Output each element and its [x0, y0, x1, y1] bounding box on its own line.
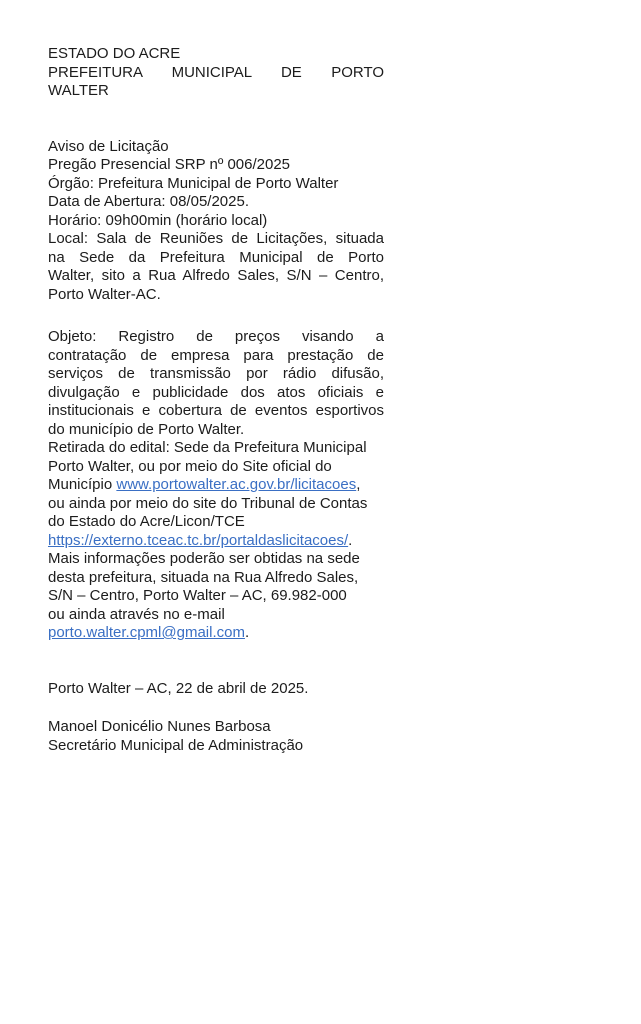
retrieval-prefix: Município [48, 476, 117, 493]
document-page [48, 45, 384, 755]
info-line: S/N – Centro, Porto Walter – AC, 69.982-000 [48, 587, 347, 604]
info-line [48, 624, 384, 643]
header-prefecture: PREFEITURA MUNICIPAL DE PORTO [48, 63, 384, 81]
notice-section [48, 138, 384, 305]
header-state: ESTADO DO ACRE [48, 45, 181, 62]
notice-organ: Órgão: Prefeitura Municipal de Porto Walter [48, 174, 339, 192]
signer-name: Manoel Donicélio Nunes Barbosa [48, 718, 271, 735]
object-line: divulgação e publicidade dos atos oficiais e [48, 383, 384, 401]
object-line: do município de Porto Walter. [48, 420, 245, 438]
info-section [48, 550, 384, 643]
info-period: . [244, 624, 250, 641]
info-line: desta prefeitura, situada na Rua Alfredo Sales, [48, 568, 359, 586]
tce-link[interactable]: https://externo.tceac.tc.br/portaldaslicitacoes/ [48, 531, 349, 549]
info-line: Mais informações poderão ser obtidas na sede [48, 550, 360, 567]
retrieval-line: Porto Walter, ou por meio do Site oficial do [48, 457, 332, 475]
closing-section [48, 680, 384, 756]
signer-title: Secretário Municipal de Administração [48, 736, 304, 754]
info-line: ou ainda através no e-mail [48, 605, 225, 623]
retrieval-section [48, 439, 384, 550]
spacer [48, 643, 384, 680]
notice-opening-date: Data de Abertura: 08/05/2025. [48, 193, 249, 210]
place-date: Porto Walter – AC, 22 de abril de 2025. [48, 679, 309, 697]
object-line: contratação de empresa para prestação de [48, 346, 384, 364]
retrieval-period: . [348, 531, 353, 549]
header-prefecture-cont: WALTER [48, 82, 109, 99]
spacer [48, 698, 384, 718]
retrieval-line: ou ainda por meio do site do Tribunal de Contas [48, 494, 368, 512]
email-link[interactable]: porto.walter.cpml@gmail.com [48, 624, 245, 641]
retrieval-line [48, 476, 384, 495]
notice-location-line: Walter, sito a Rua Alfredo Sales, S/N – Centro, [48, 267, 384, 284]
site-link[interactable]: www.portowalter.ac.gov.br/licitacoes [116, 476, 357, 493]
retrieval-line [48, 532, 384, 551]
spacer [48, 101, 384, 138]
object-section [48, 328, 384, 439]
object-line: serviços de transmissão por rádio difusão, [48, 365, 384, 382]
retrieval-line: do Estado do Acre/Licon/TCE [48, 513, 245, 530]
object-line: institucionais e cobertura de eventos esportivos [48, 402, 384, 419]
retrieval-line: Retirada do edital: Sede da Prefeitura Municipal [48, 439, 367, 456]
object-line: Objeto: Registro de preços visando a [48, 328, 384, 345]
notice-location-line: na Sede da Prefeitura Municipal de Porto [48, 248, 384, 266]
notice-time: Horário: 09h00min (horário local) [48, 211, 268, 229]
spacer [48, 304, 384, 328]
header [48, 45, 384, 101]
notice-title: Aviso de Licitação [48, 137, 169, 155]
notice-modality: Pregão Presencial SRP nº 006/2025 [48, 156, 291, 173]
notice-location-line: Porto Walter-AC. [48, 285, 161, 303]
retrieval-comma: , [356, 476, 361, 493]
notice-location-line: Local: Sala de Reuniões de Licitações, situada [48, 230, 384, 247]
